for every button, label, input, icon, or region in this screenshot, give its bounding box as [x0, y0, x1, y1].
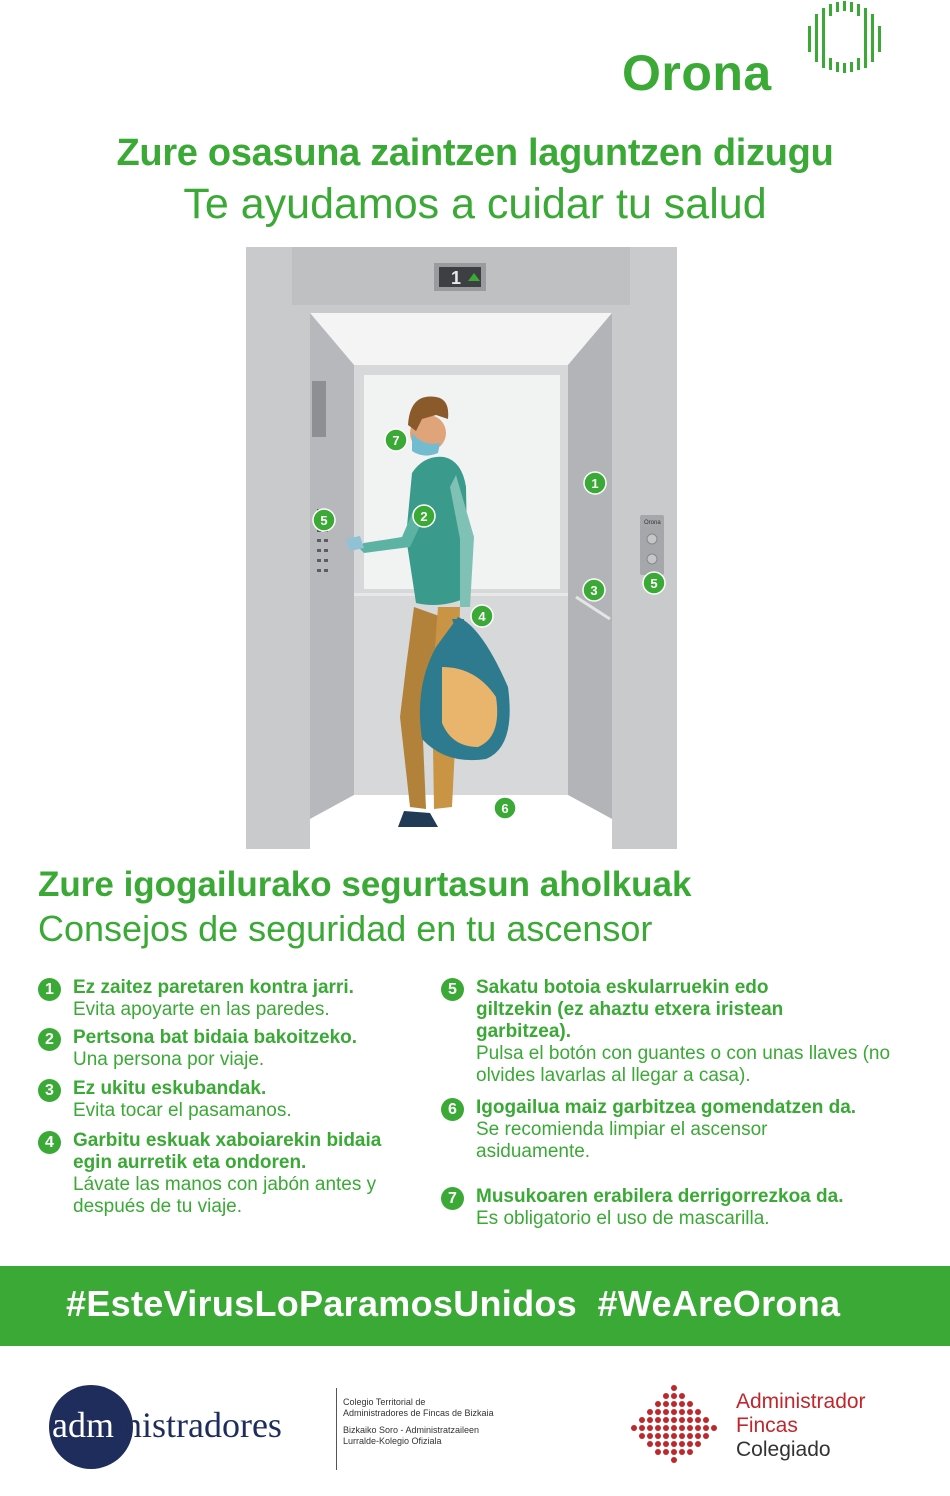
administradores-word-bold: adm — [52, 1405, 114, 1445]
divider — [336, 1388, 337, 1470]
subtitle-line: Administradores de Fincas de Bizkaia — [343, 1408, 494, 1418]
subtitle-line: Colegio Territorial de — [343, 1397, 426, 1407]
marker-4 — [471, 605, 493, 627]
tip-spanish: Evita tocar el pasamanos. — [73, 1100, 292, 1121]
orona-logo — [620, 0, 920, 110]
tip-number: 5 — [441, 978, 464, 1001]
administradores-wordmark — [52, 1404, 282, 1446]
tip-spanish: Lávate las manos con jabón antes y después de tu viaje. — [73, 1174, 377, 1217]
elevator-illustration — [246, 247, 677, 849]
tip-basque: Sakatu botoia eskularruekin edo giltzekin (ez ahaztu etxera iristean garbitzea). — [476, 977, 784, 1042]
tip-3 — [45, 1078, 443, 1122]
tip-basque: Igogailua maiz garbitzea gomendatzen da. — [476, 1097, 857, 1118]
svg-text:2: 2 — [420, 509, 428, 524]
panel-brand: Orona — [644, 520, 661, 526]
floor-number: 1 — [451, 268, 462, 288]
tip-spanish: Pulsa el botón con guantes o con unas llaves (no olvides lavarlas al llegar a casa). — [476, 1043, 891, 1086]
subtitle-line: Bizkaiko Soro - Administratzaileen — [343, 1425, 480, 1435]
tip-7 — [448, 1186, 926, 1230]
tip-number: 7 — [441, 1187, 464, 1210]
down-call-icon — [647, 554, 657, 564]
headline-spanish: Te ayudamos a cuidar tu salud — [183, 180, 767, 228]
tip-spanish: Se recomienda limpiar el ascensor asiduamente. — [476, 1119, 768, 1162]
tip-1 — [45, 977, 443, 1021]
headline-basque: Zure osasuna zaintzen laguntzen dizugu — [116, 132, 834, 174]
section-title-spanish: Consejos de seguridad en tu ascensor — [38, 908, 653, 949]
tip-spanish: Una persona por viaje. — [73, 1049, 265, 1070]
marker-2 — [413, 505, 435, 527]
tip-number: 6 — [441, 1098, 464, 1121]
marker-5-outside — [643, 572, 665, 594]
tip-6 — [448, 1097, 916, 1163]
tip-basque: Pertsona bat bidaia bakoitzeko. — [73, 1027, 358, 1048]
tip-number: 3 — [38, 1079, 61, 1102]
svg-text:7: 7 — [392, 433, 400, 448]
tip-spanish: Evita apoyarte en las paredes. — [73, 999, 330, 1020]
marker-1 — [584, 472, 606, 494]
afc-wordmark — [736, 1390, 866, 1462]
tip-number: 4 — [38, 1131, 61, 1154]
administradores-subtitle — [343, 1397, 494, 1447]
svg-text:1: 1 — [591, 476, 599, 491]
marker-7 — [385, 429, 407, 451]
administradores-word-rest: inistradores — [113, 1405, 282, 1445]
tip-basque: Ez ukitu eskubandak. — [73, 1078, 267, 1099]
marker-6 — [494, 797, 516, 819]
svg-text:6: 6 — [501, 801, 509, 816]
afc-line-3: Colegiado — [736, 1438, 831, 1461]
tip-basque: Ez zaitez paretaren kontra jarri. — [73, 977, 354, 998]
tip-basque: Garbitu eskuak xaboiarekin bidaia egin aurretik eta ondoren. — [73, 1130, 382, 1173]
marker-3 — [583, 579, 605, 601]
tip-number: 2 — [38, 1028, 61, 1051]
svg-text:3: 3 — [590, 583, 598, 598]
tip-spanish: Es obligatorio el uso de mascarilla. — [476, 1208, 770, 1229]
subtitle-line: Lurralde-Kolegio Ofiziala — [343, 1436, 442, 1446]
section-title-basque: Zure igogailurako segurtasun aholkuak — [38, 865, 692, 904]
afc-line-1: Administrador — [736, 1390, 866, 1413]
afc-dots-icon — [628, 1384, 720, 1464]
svg-text:5: 5 — [650, 576, 658, 591]
tip-basque: Musukoaren erabilera derrigorrezkoa da. — [476, 1186, 844, 1207]
tip-2 — [45, 1027, 443, 1071]
tip-number: 1 — [38, 978, 61, 1001]
orona-wordmark: Orona — [622, 45, 772, 101]
afc-line-2: Fincas — [736, 1414, 798, 1437]
svg-text:4: 4 — [478, 609, 486, 624]
tip-5 — [448, 977, 926, 1087]
tip-4 — [45, 1130, 413, 1218]
orona-circle-icon — [805, 0, 885, 80]
hashtags: #EsteVirusLoParamosUnidos #WeAreOrona — [66, 1283, 841, 1324]
svg-text:5: 5 — [320, 513, 328, 528]
marker-5-inside — [313, 509, 335, 531]
up-call-icon — [647, 534, 657, 544]
